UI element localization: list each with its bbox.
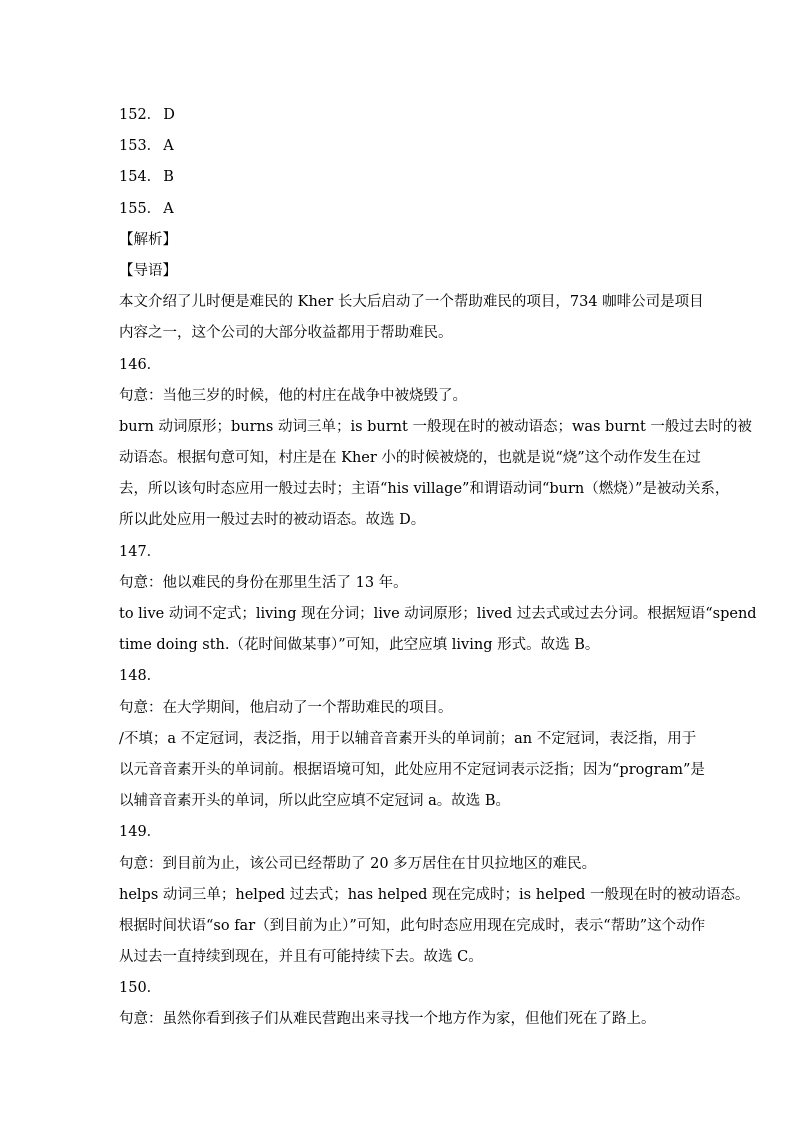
answer-choice: B bbox=[163, 169, 174, 186]
answer-line-153 bbox=[119, 131, 679, 162]
analysis-heading: 【解析】 bbox=[119, 231, 177, 248]
item-explanation-line: 以元音音素开头的单词前。根据语境可知，此处应用不定冠词表示泛指；因为“program”是 bbox=[119, 761, 705, 778]
answer-choice: D bbox=[163, 107, 175, 123]
item-number-146: 146． bbox=[119, 356, 162, 373]
guide-text-line: 本文介绍了儿时便是难民的 Kher 长大后启动了一个帮助难民的项目，734 咖啡公司是项目 bbox=[119, 294, 704, 311]
answer-number: 152． bbox=[119, 107, 162, 123]
item-number-149: 149． bbox=[119, 824, 162, 841]
item-explanation-line: time doing sth.（花时间做某事）”可知，此空应填 living 形式。故选 B。 bbox=[119, 637, 600, 654]
item-explanation-line: to live 动词不定式；living 现在分词；live 动词原形；lived 过去式或过去分词。根据短语“spend bbox=[119, 606, 757, 622]
answer-number: 153． bbox=[119, 138, 162, 155]
item-explanation-line: 根据时间状语“so far（到目前为止）”可知，此句时态应用现在完成时，表示“帮助”这个动作 bbox=[119, 917, 706, 934]
guide-text-line: 内容之一，这个公司的大部分收益都用于帮助难民。 bbox=[119, 325, 453, 342]
item-number-148: 148． bbox=[119, 668, 162, 685]
item-explanation-line: 动语态。根据句意可知，村庄是在 Kher 小的时候被烧的，也就是说“烧”这个动作发生在过 bbox=[119, 450, 701, 467]
answer-line-152 bbox=[119, 100, 679, 131]
item-meaning-147: 句意：他以难民的身份在那里生活了 13 年。 bbox=[119, 574, 408, 591]
answer-number: 155． bbox=[119, 200, 162, 217]
item-explanation-line: 去，所以该句时态应用一般过去时；主语“his village”和谓语动词“burn（燃烧）”是被动关系， bbox=[119, 481, 730, 498]
answer-line-154 bbox=[119, 162, 679, 193]
item-meaning-146: 句意：当他三岁的时候，他的村庄在战争中被烧毁了。 bbox=[119, 387, 467, 404]
item-explanation-line: 以辅音音素开头的单词，所以此空应填不定冠词 a。故选 B。 bbox=[119, 793, 511, 810]
answer-line-155 bbox=[119, 194, 679, 225]
answer-number: 154． bbox=[119, 169, 162, 186]
answer-choice: A bbox=[163, 138, 174, 155]
item-number-150: 150． bbox=[119, 980, 162, 997]
item-explanation-line: /不填；a 不定冠词，表泛指，用于以辅音音素开头的单词前；an 不定冠词，表泛指，用于 bbox=[119, 730, 697, 747]
item-meaning-148: 句意：在大学期间，他启动了一个帮助难民的项目。 bbox=[119, 699, 453, 716]
item-explanation-line: 从过去一直持续到现在，并且有可能持续下去。故选 C。 bbox=[119, 949, 483, 966]
item-meaning-149: 句意：到目前为止，该公司已经帮助了 20 多万居住在甘贝拉地区的难民。 bbox=[119, 855, 597, 872]
guide-heading: 【导语】 bbox=[119, 262, 177, 279]
item-explanation-line: burn 动词原形；burns 动词三单；is burnt 一般现在时的被动语态；was burnt 一般过去时的被 bbox=[119, 418, 752, 435]
item-explanation-line: 所以此处应用一般过去时的被动语态。故选 D。 bbox=[119, 512, 426, 529]
answer-choice: A bbox=[163, 200, 174, 217]
item-meaning-150: 句意：虽然你看到孩子们从难民营跑出来寻找一个地方作为家，但他们死在了路上。 bbox=[119, 1011, 656, 1028]
document-content bbox=[119, 100, 757, 1036]
item-number-147: 147． bbox=[119, 543, 162, 560]
item-explanation-line: helps 动词三单；helped 过去式；has helped 现在完成时；is helped 一般现在时的被动语态。 bbox=[119, 886, 750, 903]
